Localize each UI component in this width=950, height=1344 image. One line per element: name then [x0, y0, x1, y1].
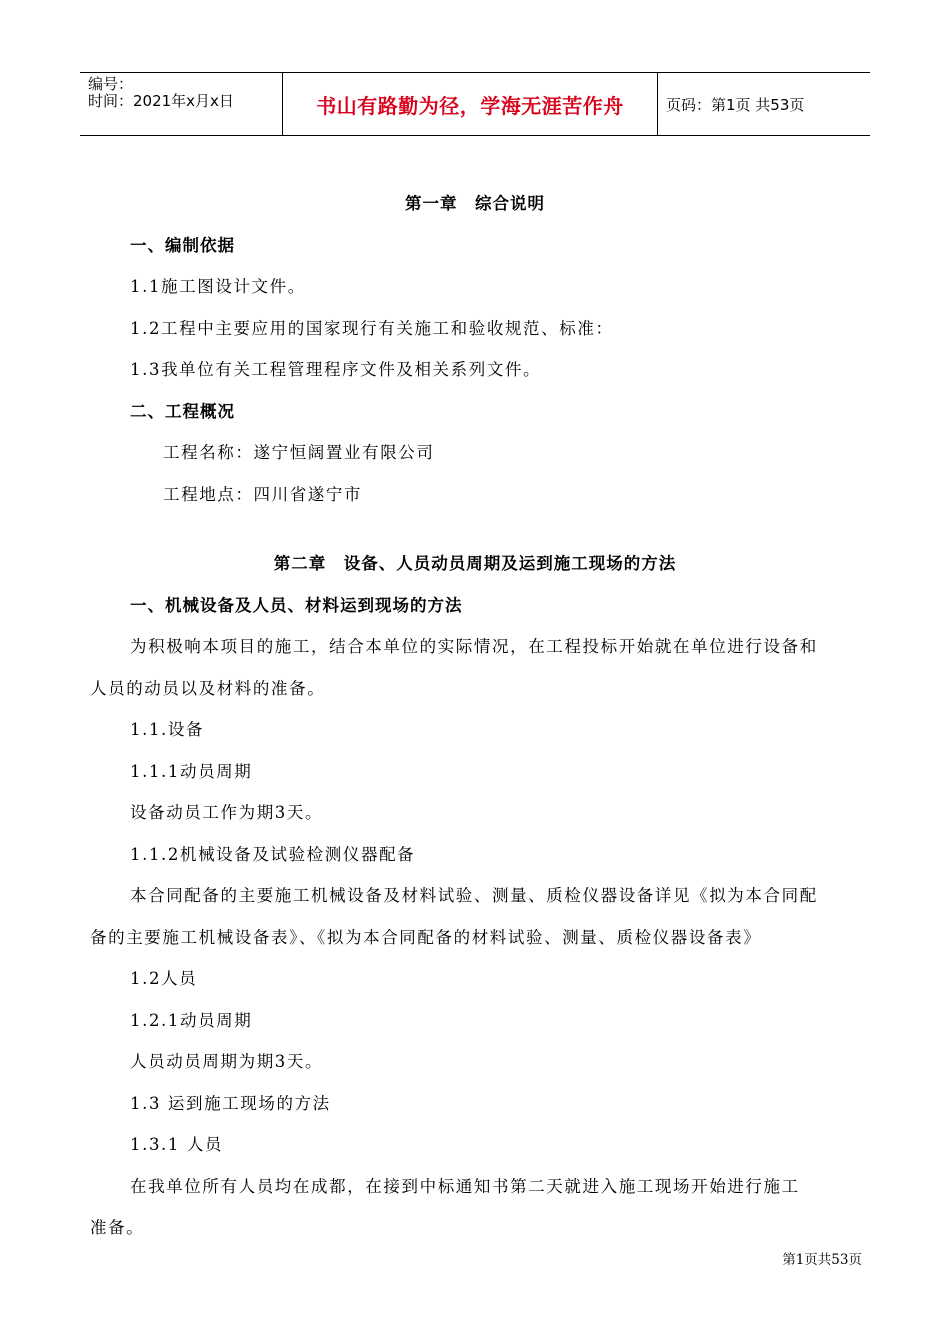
time-label: 时间：2021年x月x日	[88, 92, 234, 110]
section-transport-method: 一、机械设备及人员、材料运到现场的方法	[130, 596, 463, 615]
paragraph: 设备动员工作为期3天。	[130, 803, 324, 822]
motto: 书山有路勤为径，学海无涯苦作舟	[283, 73, 658, 135]
paragraph: 1.2工程中主要应用的国家现行有关施工和验收规范、标准：	[130, 319, 614, 338]
section-compile-basis: 一、编制依据	[130, 236, 235, 255]
heading-equipment: 1.1.设备	[130, 720, 205, 739]
paragraph: 准备。	[90, 1218, 145, 1237]
paragraph: 备的主要施工机械设备表》、《拟为本合同配备的材料试验、测量、质检仪器设备表》	[90, 928, 762, 947]
number-label: 编号：	[88, 75, 134, 93]
heading-transport-personnel: 1.3.1 人员	[130, 1135, 224, 1154]
heading-machinery: 1.1.2机械设备及试验检测仪器配备	[130, 845, 416, 864]
paragraph: 1.1施工图设计文件。	[130, 277, 306, 296]
paragraph: 本合同配备的主要施工机械设备及材料试验、测量、质检仪器设备详见《拟为本合同配	[130, 886, 818, 905]
paragraph: 人员的动员以及材料的准备。	[90, 679, 326, 698]
chapter-2-title: 第二章 设备、人员动员周期及运到施工现场的方法	[273, 554, 677, 573]
project-name: 工程名称：遂宁恒阔置业有限公司	[163, 443, 435, 462]
heading-mobilization-period: 1.1.1动员周期	[130, 762, 253, 781]
heading-personnel: 1.2人员	[130, 969, 198, 988]
chapter-1-title: 第一章 综合说明	[405, 194, 545, 213]
footer-page-number: 第1页共53页	[782, 1252, 862, 1268]
header-table	[80, 72, 870, 136]
heading-transport: 1.3 运到施工现场的方法	[130, 1094, 331, 1113]
project-location: 工程地点：四川省遂宁市	[163, 485, 363, 504]
paragraph: 人员动员周期为期3天。	[130, 1052, 324, 1071]
paragraph: 为积极响本项目的施工，结合本单位的实际情况，在工程投标开始就在单位进行设备和	[130, 637, 818, 656]
section-project-overview: 二、工程概况	[130, 402, 235, 421]
heading-personnel-period: 1.2.1动员周期	[130, 1011, 253, 1030]
paragraph: 1.3我单位有关工程管理程序文件及相关系列文件。	[130, 360, 542, 379]
page-label: 页码：第1页 共53页	[666, 95, 805, 114]
paragraph: 在我单位所有人员均在成都，在接到中标通知书第二天就进入施工现场开始进行施工	[130, 1177, 800, 1196]
header-info-cell	[80, 73, 283, 135]
